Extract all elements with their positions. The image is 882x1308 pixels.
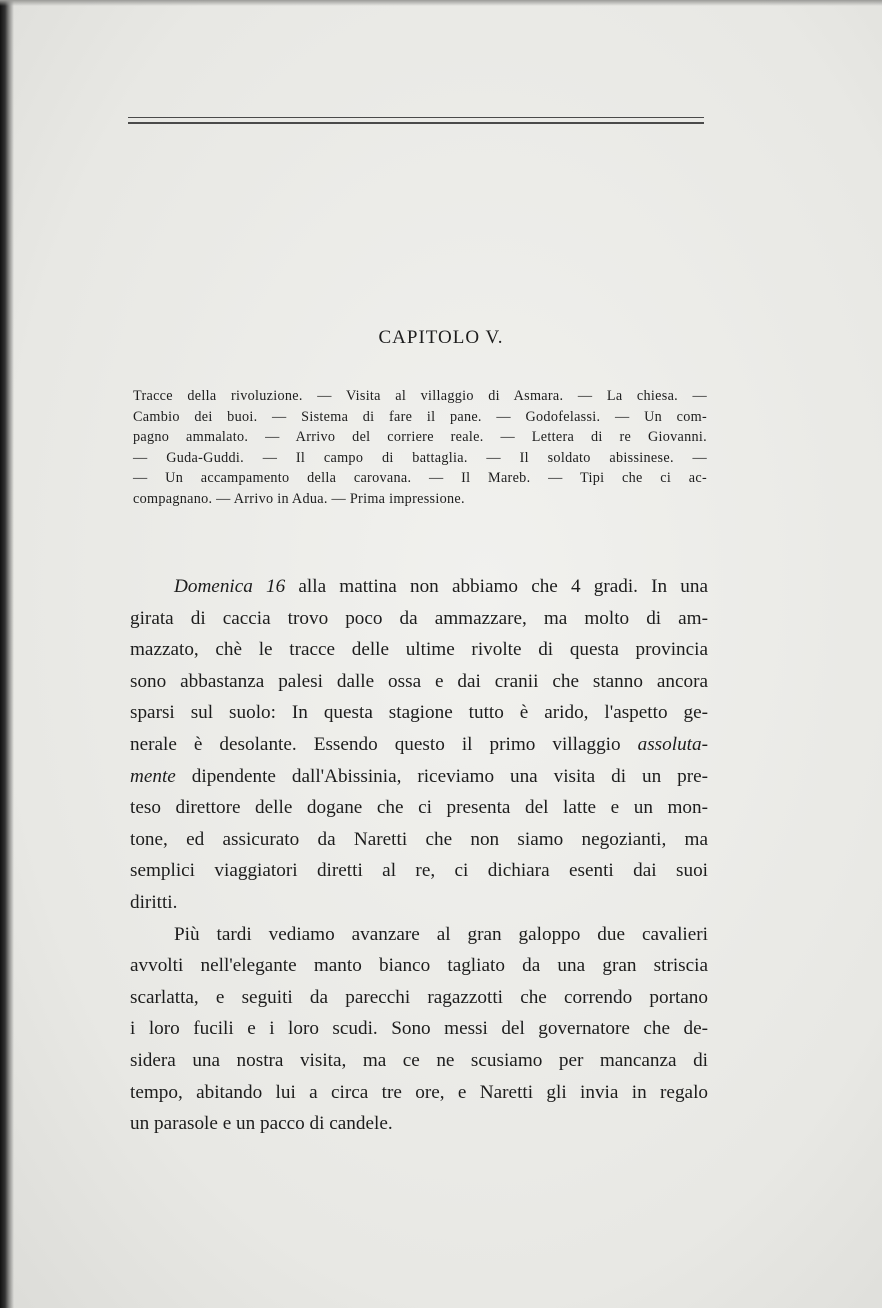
body-line-text: nerale è desolante. Essendo questo il primo villaggio <box>130 733 638 755</box>
body-line <box>130 729 708 761</box>
body-line: tempo, abitando lui a circa tre ore, e Naretti gli invia in regalo <box>130 1081 708 1103</box>
italic-date: Domenica 16 <box>174 576 286 597</box>
page-top-edge <box>0 0 882 6</box>
body-line: girata di caccia trovo poco da ammazzare, ma molto di am- <box>130 607 708 629</box>
body-line: sono abbastanza palesi dalle ossa e dai cranii che stanno ancora <box>130 670 708 692</box>
body-line: semplici viaggiatori diretti al re, ci dichiara esenti dai suoi <box>130 860 708 882</box>
body-line: teso direttore delle dogane che ci presenta del latte e un mon- <box>130 797 708 819</box>
summary-line: — Guda-Guddi. — Il campo di battaglia. — Il soldato abissinese. — <box>133 449 707 466</box>
paragraph-2 <box>130 919 708 1140</box>
body-line: un parasole e un pacco di candele. <box>130 1113 393 1135</box>
body-line: sidera una nostra visita, ma ce ne scusiamo per mancanza di <box>130 1049 708 1071</box>
body-line: mazzato, chè le tracce delle ultime rivolte di questa provincia <box>130 639 708 661</box>
body-line: scarlatta, e seguiti da parecchi ragazzotti che correndo portano <box>130 986 708 1008</box>
summary-line: compagnano. — Arrivo in Adua. — Prima impressione. <box>133 490 465 507</box>
book-spine-shadow <box>0 0 14 1308</box>
chapter-summary <box>133 386 707 510</box>
body-text <box>130 571 708 1140</box>
italic-word: assoluta- <box>637 733 708 755</box>
body-line: tone, ed assicurato da Naretti che non siamo negozianti, ma <box>130 828 708 850</box>
summary-line: Tracce della rivoluzione. — Visita al villaggio di Asmara. — La chiesa. — <box>133 388 707 404</box>
header-rule-thick <box>128 122 704 124</box>
body-line: i loro fucili e i loro scudi. Sono messi del governatore che de- <box>130 1018 708 1040</box>
body-line <box>130 761 708 793</box>
summary-line: — Un accampamento della carovana. — Il Mareb. — Tipi che ci ac- <box>133 470 707 487</box>
header-rule-thin <box>128 117 704 118</box>
italic-word: mente <box>130 765 176 787</box>
body-line: Più tardi vediamo avanzare al gran galoppo due cavalieri <box>174 923 708 945</box>
body-line: sparsi sul suolo: In questa stagione tutto è arido, l'aspetto ge- <box>130 702 708 724</box>
summary-line: pagno ammalato. — Arrivo del corriere reale. — Lettera di re Giovanni. <box>133 429 707 446</box>
body-line: diritti. <box>130 891 178 913</box>
body-line: avvolti nell'elegante manto bianco tagliato da una gran striscia <box>130 955 708 977</box>
body-line-text: alla mattina non abbiamo che 4 gradi. In una <box>285 576 709 597</box>
body-line <box>130 571 708 603</box>
chapter-title: CAPITOLO V. <box>378 327 504 348</box>
body-line-text: dipendente dall'Abissinia, riceviamo una visita di un pre- <box>175 765 708 787</box>
paragraph-1 <box>130 571 708 919</box>
summary-line: Cambio dei buoi. — Sistema di fare il pane. — Godofelassi. — Un com- <box>133 408 707 425</box>
